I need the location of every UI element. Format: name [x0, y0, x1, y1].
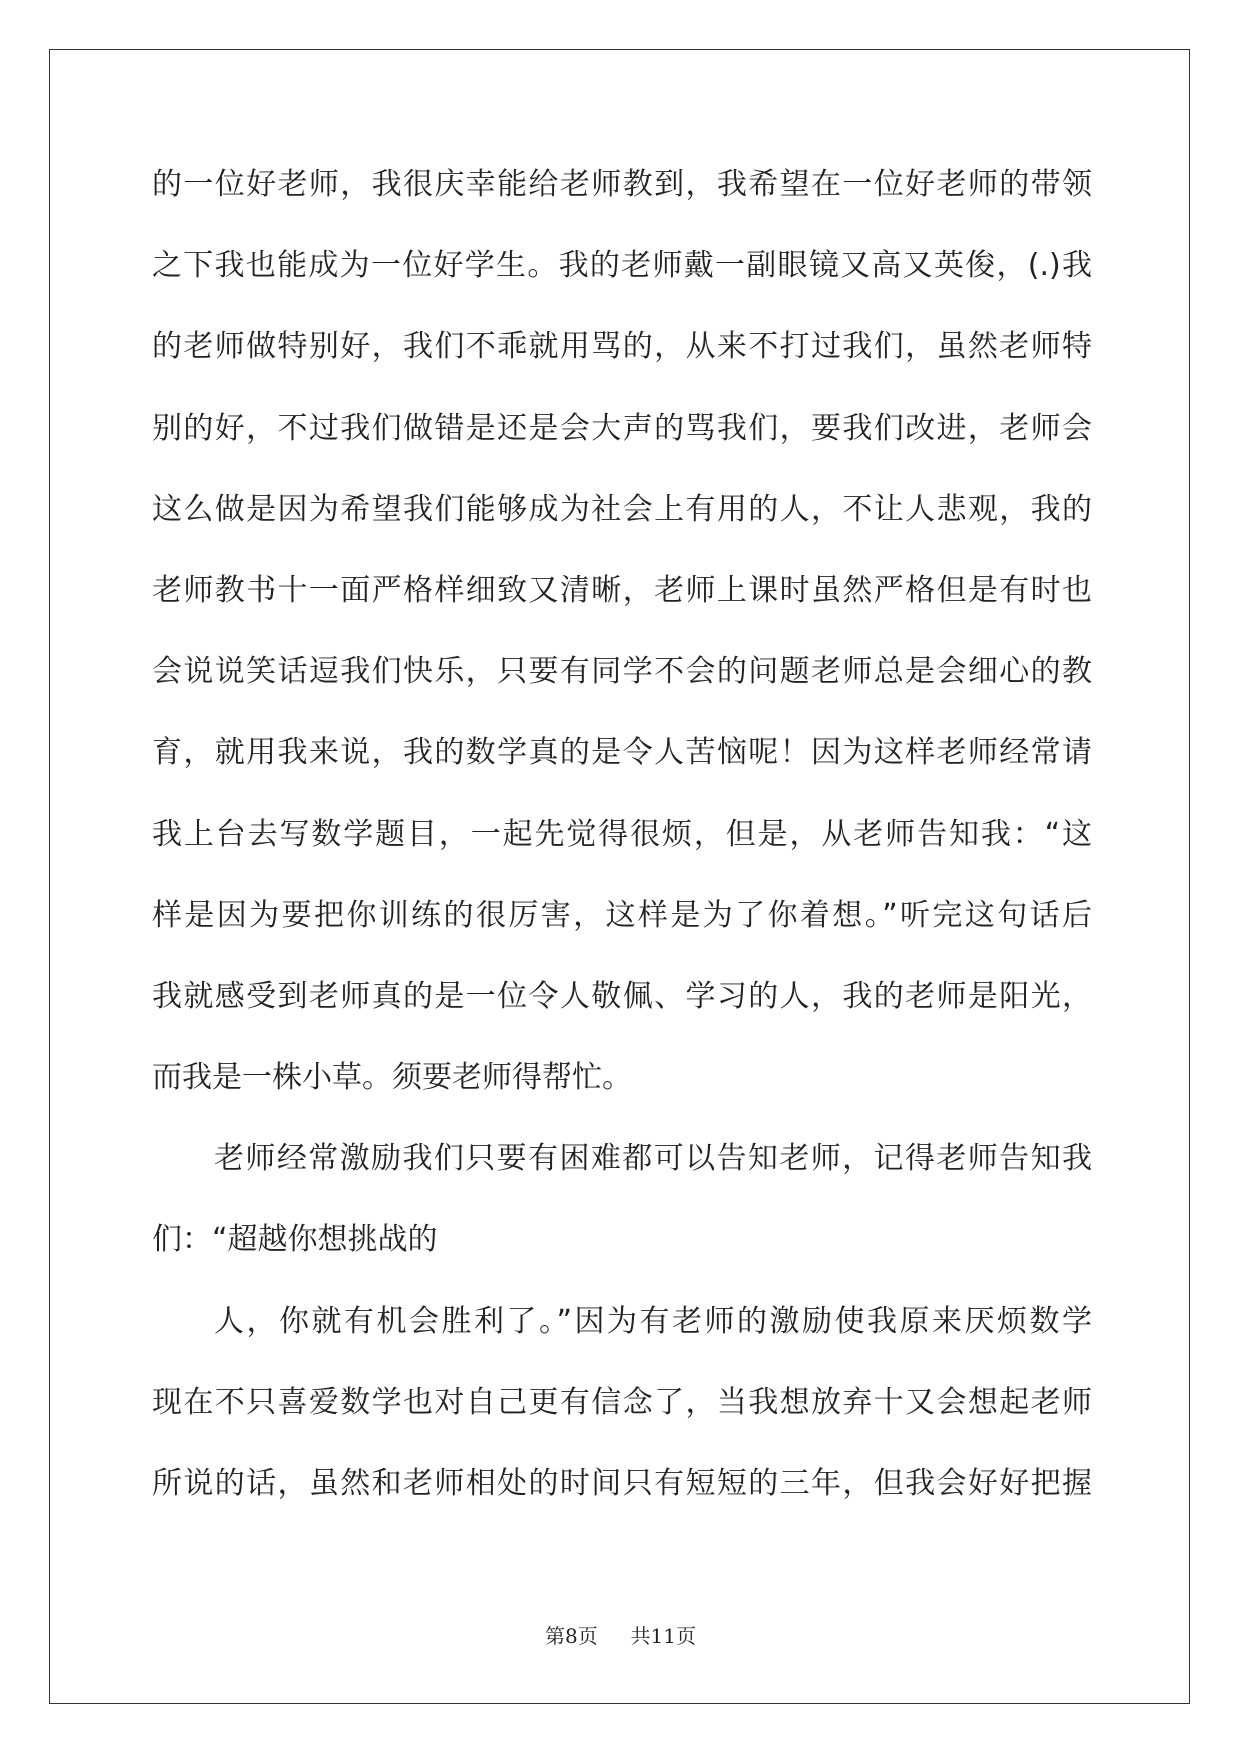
text-line: 所说的话，虽然和老师相处的时间只有短短的三年，但我会好好把握	[152, 1466, 1092, 1501]
text-line: 育，就用我来说，我的数学真的是令人苦恼呢！因为这样老师经常请	[152, 735, 1092, 771]
text-line: 我上台去写数学题目，一起先觉得很烦，但是，从老师告知我：“这	[152, 816, 1092, 852]
text-line: 样是因为要把你训练的很厉害，这样是为了你着想。”听完这句话后	[152, 897, 1092, 933]
text-line: 的一位好老师，我很庆幸能给老师教到，我希望在一位好老师的带领	[152, 167, 1092, 202]
text-line: 现在不只喜爱数学也对自己更有信念了，当我想放弃十又会想起老师	[152, 1384, 1092, 1420]
page-footer	[0, 1620, 1241, 1649]
text-line: 别的好，不过我们做错是还是会大声的骂我们，要我们改进，老师会	[152, 410, 1092, 446]
text-line: 人，你就有机会胜利了。”因为有老师的激励使我原来厌烦数学	[214, 1303, 1092, 1339]
text-line: 的老师做特别好，我们不乖就用骂的，从来不打过我们，虽然老师特	[152, 329, 1092, 365]
text-line: 我就感受到老师真的是一位令人敬佩、学习的人，我的老师是阳光，	[152, 978, 1092, 1014]
text-line: 而我是一株小草。须要老师得帮忙。	[152, 1060, 632, 1096]
page-total: 共11页	[630, 1624, 696, 1648]
document-body	[152, 160, 1092, 1540]
page-number: 第8页	[545, 1624, 598, 1648]
text-line: 之下我也能成为一位好学生。我的老师戴一副眼镜又高又英俊，(.)我	[152, 248, 1092, 284]
text-line: 老师经常激励我们只要有困难都可以告知老师，记得老师告知我	[214, 1141, 1092, 1177]
text-line: 会说说笑话逗我们快乐，只要有同学不会的问题老师总是会细心的教	[152, 654, 1092, 690]
text-line: 们：“超越你想挑战的	[152, 1222, 438, 1258]
text-line: 这么做是因为希望我们能够成为社会上有用的人，不让人悲观，我的	[152, 491, 1092, 527]
text-line: 老师教书十一面严格样细致又清晰，老师上课时虽然严格但是有时也	[152, 572, 1092, 608]
